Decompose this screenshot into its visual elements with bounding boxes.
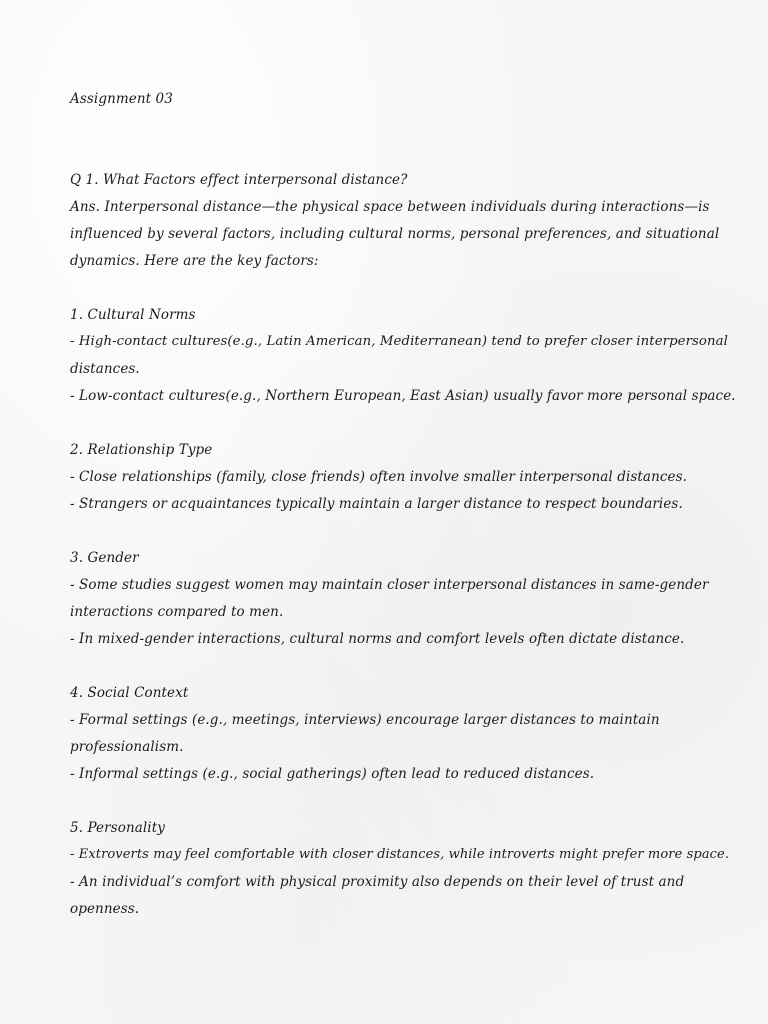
section-line: - An individual’s comfort with physical proximity also depends on their level of trust and xyxy=(70,874,685,890)
section-line: - Low-contact cultures(e.g., Northern European, East Asian) usually favor more personal space. xyxy=(70,388,736,404)
answer-intro-line: dynamics. Here are the key factors: xyxy=(70,253,319,269)
section-line: - Some studies suggest women may maintain closer interpersonal distances in same-gender xyxy=(70,577,709,593)
section-heading-social-context: 4. Social Context xyxy=(70,685,189,701)
section-heading-gender: 3. Gender xyxy=(70,550,139,566)
answer-intro-line: Ans. Interpersonal distance—the physical space between individuals during interactions—is xyxy=(70,199,710,215)
section-line: - Close relationships (family, close friends) often involve smaller interpersonal distances. xyxy=(70,469,688,485)
section-line: - High-contact cultures(e.g., Latin American, Mediterranean) tend to prefer closer interpersonal xyxy=(70,334,728,349)
section-line: - Formal settings (e.g., meetings, interviews) encourage larger distances to maintain xyxy=(70,712,660,728)
section-line: - In mixed-gender interactions, cultural norms and comfort levels often dictate distance. xyxy=(70,631,685,647)
section-line: interactions compared to men. xyxy=(70,604,284,620)
section-heading-cultural-norms: 1. Cultural Norms xyxy=(70,307,196,323)
section-heading-relationship-type: 2. Relationship Type xyxy=(70,442,213,458)
answer-intro-line: influenced by several factors, including cultural norms, personal preferences, and situational xyxy=(70,226,720,242)
section-line: distances. xyxy=(70,361,140,377)
section-line: openness. xyxy=(70,901,140,917)
section-line: professionalism. xyxy=(70,739,184,755)
section-line: - Strangers or acquaintances typically maintain a larger distance to respect boundaries. xyxy=(70,496,683,512)
section-line: - Extroverts may feel comfortable with closer distances, while introverts might prefer more space. xyxy=(70,847,730,862)
assignment-title: Assignment 03 xyxy=(70,91,173,107)
question-text: Q 1. What Factors effect interpersonal distance? xyxy=(70,172,408,188)
section-line: - Informal settings (e.g., social gatherings) often lead to reduced distances. xyxy=(70,766,595,782)
section-heading-personality: 5. Personality xyxy=(70,820,165,836)
